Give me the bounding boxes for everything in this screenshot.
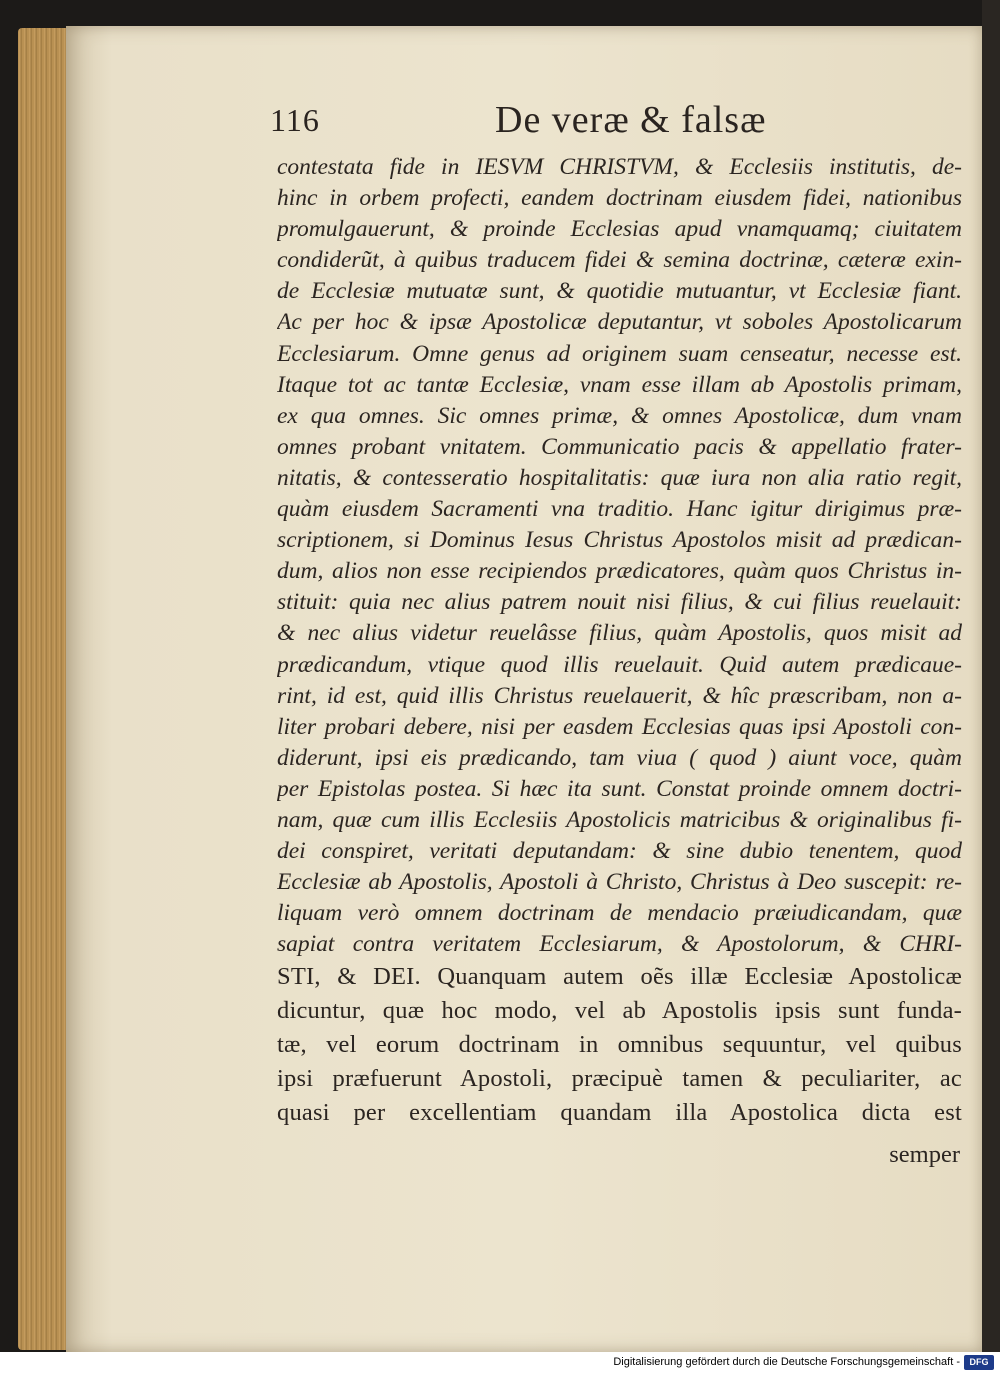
body-text	[277, 152, 962, 1173]
text-line: quàm eiusdem Sacramenti vna traditio. Hanc igitur dirigimus præ-	[277, 496, 962, 523]
scan-margin	[982, 0, 1000, 1352]
page-header	[270, 98, 960, 144]
text-line: stituit: quia nec alius patrem nouit nisi filius, & cui filius reuelauit:	[277, 589, 962, 616]
text-line: Ecclesiæ ab Apostolis, Apostoli à Christo, Christus à Deo suscepit: re-	[277, 869, 962, 896]
text-line: dum, alios non esse recipiendos prædicatores, quàm quos Christus in-	[277, 558, 962, 585]
text-line: de Ecclesiæ mutuatæ sunt, & quotidie mutuantur, vt Ecclesiæ fiant.	[277, 278, 962, 305]
catchword: semper	[889, 1141, 960, 1169]
text-line: hinc in orbem profecti, eandem doctrinam eiusdem fidei, nationibus	[277, 185, 962, 212]
text-line: condiderũt, à quibus traducem fidei & semina doctrinæ, cæteræ exin-	[277, 247, 962, 274]
text-line: liter probari debere, nisi per easdem Ecclesias quas ipsi Apostoli con-	[277, 713, 962, 740]
text-line: promulgauerunt, & proinde Ecclesias apud vnamquamq; ciuitatem	[277, 216, 962, 243]
footer-credit: Digitalisierung gefördert durch die Deutsche Forschungsgemeinschaft -	[613, 1356, 960, 1368]
running-head: De veræ & falsæ	[495, 99, 767, 141]
text-line: Ac per hoc & ipsæ Apostolicæ deputantur, vt soboles Apostolicarum	[277, 309, 962, 336]
page-number: 116	[270, 102, 320, 138]
text-line: & nec alius videtur reuelâsse filius, quàm Apostolis, quos misit ad	[277, 620, 962, 647]
text-line: nitatis, & contesseratio hospitalitatis: quæ iura non alia ratio regit,	[277, 464, 962, 491]
text-line: Itaque tot ac tantæ Ecclesiæ, vnam esse illam ab Apostolis primam,	[277, 371, 962, 398]
dfg-logo-icon: DFG	[964, 1355, 994, 1370]
text-line: Ecclesiarum. Omne genus ad originem suam censeatur, necesse est.	[277, 340, 962, 367]
text-line: quasi per excellentiam quandam illa Apostolica dicta est	[277, 1098, 962, 1126]
text-line: per Epistolas postea. Si hæc ita sunt. Constat proinde omnem doctri-	[277, 775, 962, 802]
text-line: sapiat contra veritatem Ecclesiarum, & Apostolorum, & CHRI-	[277, 931, 962, 958]
text-line: contestata fide in IESVM CHRISTVM, & Ecclesiis institutis, de-	[277, 154, 962, 180]
text-line: omnes probant vnitatem. Communicatio pacis & appellatio frater-	[277, 433, 962, 460]
book-fore-edge	[18, 28, 68, 1350]
text-line: liquam verò omnem doctrinam de mendacio præiudicandam, quæ	[277, 900, 962, 927]
text-line: scriptionem, si Dominus Iesus Christus Apostolos misit ad prædican-	[277, 527, 962, 554]
text-line: ex qua omnes. Sic omnes primæ, & omnes Apostolicæ, dum vnam	[277, 402, 962, 429]
text-line: STI, & DEI. Quanquam autem oẽs illæ Ecclesiæ Apostolicæ	[277, 963, 962, 991]
text-line: ipsi præfuerunt Apostoli, præcipuè tamen & peculiariter, ac	[277, 1064, 962, 1092]
text-line: dei conspiret, veritati deputandam: & sine dubio tenentem, quod	[277, 838, 962, 865]
text-line: diderunt, ipsi eis prædicando, tam viua ( quod ) aiunt voce, quàm	[277, 744, 962, 771]
text-line: rint, id est, quid illis Christus reuelauerit, & hîc præscribam, non a-	[277, 682, 962, 709]
text-line: tæ, vel eorum doctrinam in omnibus sequuntur, vel quibus	[277, 1031, 962, 1059]
text-line: prædicandum, vtique quod illis reuelauit. Quid autem prædicaue-	[277, 651, 962, 678]
footer-bar	[0, 1352, 1000, 1374]
text-line: dicuntur, quæ hoc modo, vel ab Apostolis ipsis sunt funda-	[277, 997, 962, 1025]
text-line: nam, quæ cum illis Ecclesiis Apostolicis matricibus & originalibus fi-	[277, 806, 962, 833]
